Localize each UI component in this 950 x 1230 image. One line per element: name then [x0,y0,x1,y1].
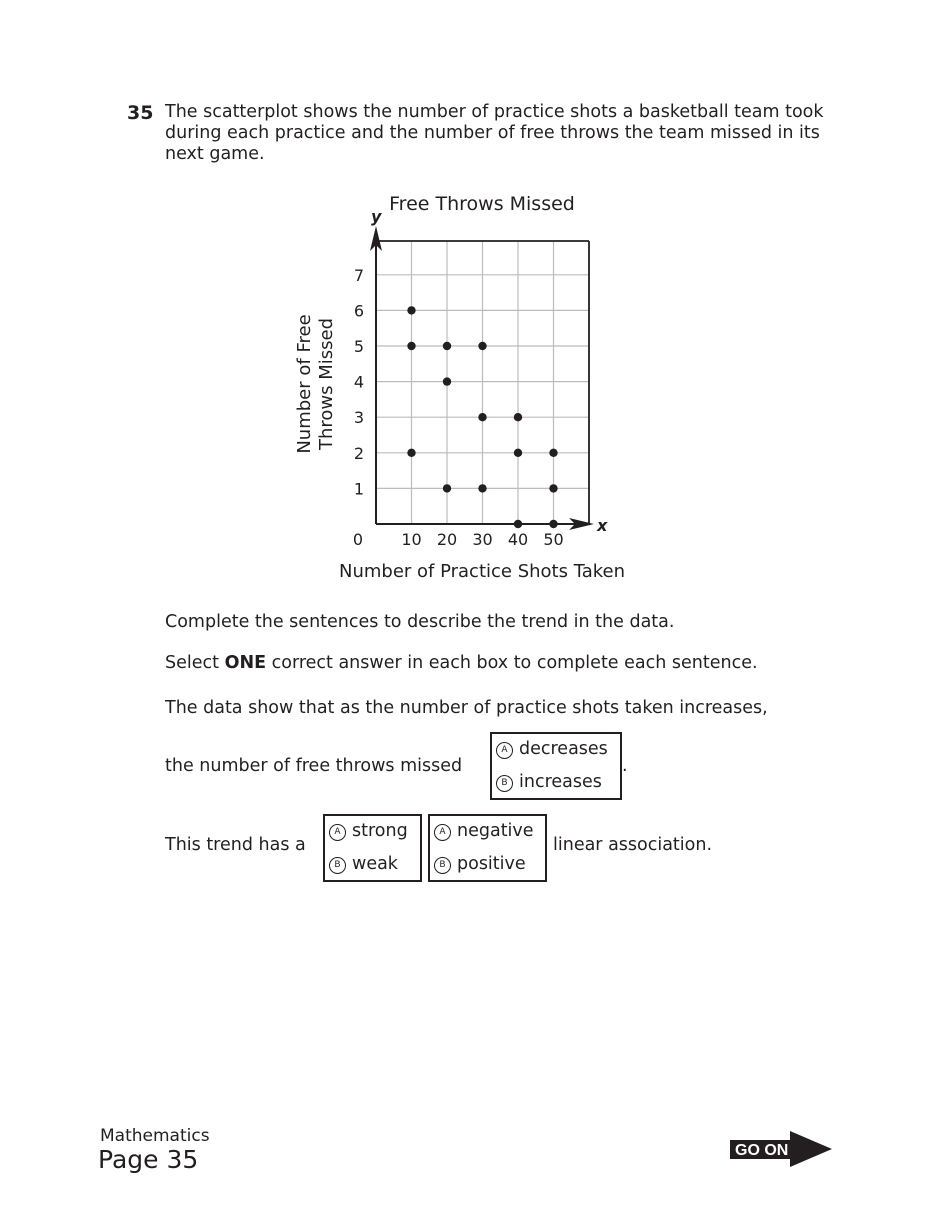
y-axis-label-line-2: Throws Missed [316,317,337,451]
trend-direction-choice-box[interactable] [490,732,622,800]
option-a-icon: A [434,824,451,841]
option-a-icon: A [496,742,513,759]
data-point [478,413,486,421]
data-point [407,306,415,314]
choice-weak[interactable]: B weak [329,854,398,874]
x-tick-label: 30 [472,530,493,549]
sentence1-period: . [622,756,628,776]
x-axis-letter: x [597,516,608,535]
y-tick-label: 7 [353,265,364,285]
chart-title: Free Throws Missed [389,193,575,215]
y-tick-label: 6 [353,301,364,321]
data-point [514,520,522,528]
data-point [407,449,415,457]
sentence1-prefix: the number of free throws missed [165,756,463,776]
y-tick-label: 5 [353,337,364,356]
y-tick-label: 2 [353,443,364,463]
data-point [443,484,451,492]
y-tick-label: 4 [353,372,364,392]
footer-subject: Mathematics [100,1126,210,1146]
option-a-icon: A [329,824,346,841]
x-tick-label: 50 [543,530,564,549]
option-b-icon: B [496,775,513,792]
scatterplot [280,185,660,590]
x-axis-label: Number of Practice Shots Taken [338,561,626,582]
instruction-complete: Complete the sentences to describe the trend in the data. [165,612,675,632]
sentence2-suffix: linear association. [553,835,713,855]
footer-page-number: Page 35 [98,1145,199,1174]
choice-increases[interactable]: B increases [496,772,602,792]
strength-choice-box[interactable] [323,814,422,882]
data-point [443,342,451,350]
y-axis-letter: y [371,206,382,226]
x-tick-label: 20 [436,530,458,549]
question-text: The scatterplot shows the number of practice shots a basketball team took during each practice and the number of free throws the team missed in its next game. [165,102,824,164]
data-point [407,342,415,350]
choice-negative[interactable]: A negative [434,821,534,841]
data-point [549,449,557,457]
data-point [478,484,486,492]
question-number: 35 [127,102,154,124]
y-tick-label: 1 [353,479,364,499]
instruction-select: Select ONE correct answer in each box to complete each sentence. [165,653,758,673]
svg-text:GO ON: GO ON [735,1142,789,1159]
go-on-arrow-icon [730,1131,835,1167]
data-point [514,413,522,421]
data-point [478,342,486,350]
option-b-icon: B [329,857,346,874]
sentence2-prefix: This trend has a [165,835,306,855]
y-axis-label-line-1: Number of Free [294,314,315,454]
choice-positive[interactable]: B positive [434,854,526,874]
option-b-icon: B [434,857,451,874]
data-point [549,484,557,492]
data-point [549,520,557,528]
choice-strong[interactable]: A strong [329,821,408,841]
sentence1-line1: The data show that as the number of practice shots taken increases, [165,698,768,718]
direction-choice-box[interactable] [428,814,547,882]
x-tick-label: 40 [507,530,529,549]
data-point [443,377,451,385]
x-tick-label: 10 [401,530,422,549]
y-tick-label: 3 [353,408,364,428]
choice-decreases[interactable]: A decreases [496,739,608,759]
origin-label: 0 [352,530,364,549]
data-point [514,449,522,457]
